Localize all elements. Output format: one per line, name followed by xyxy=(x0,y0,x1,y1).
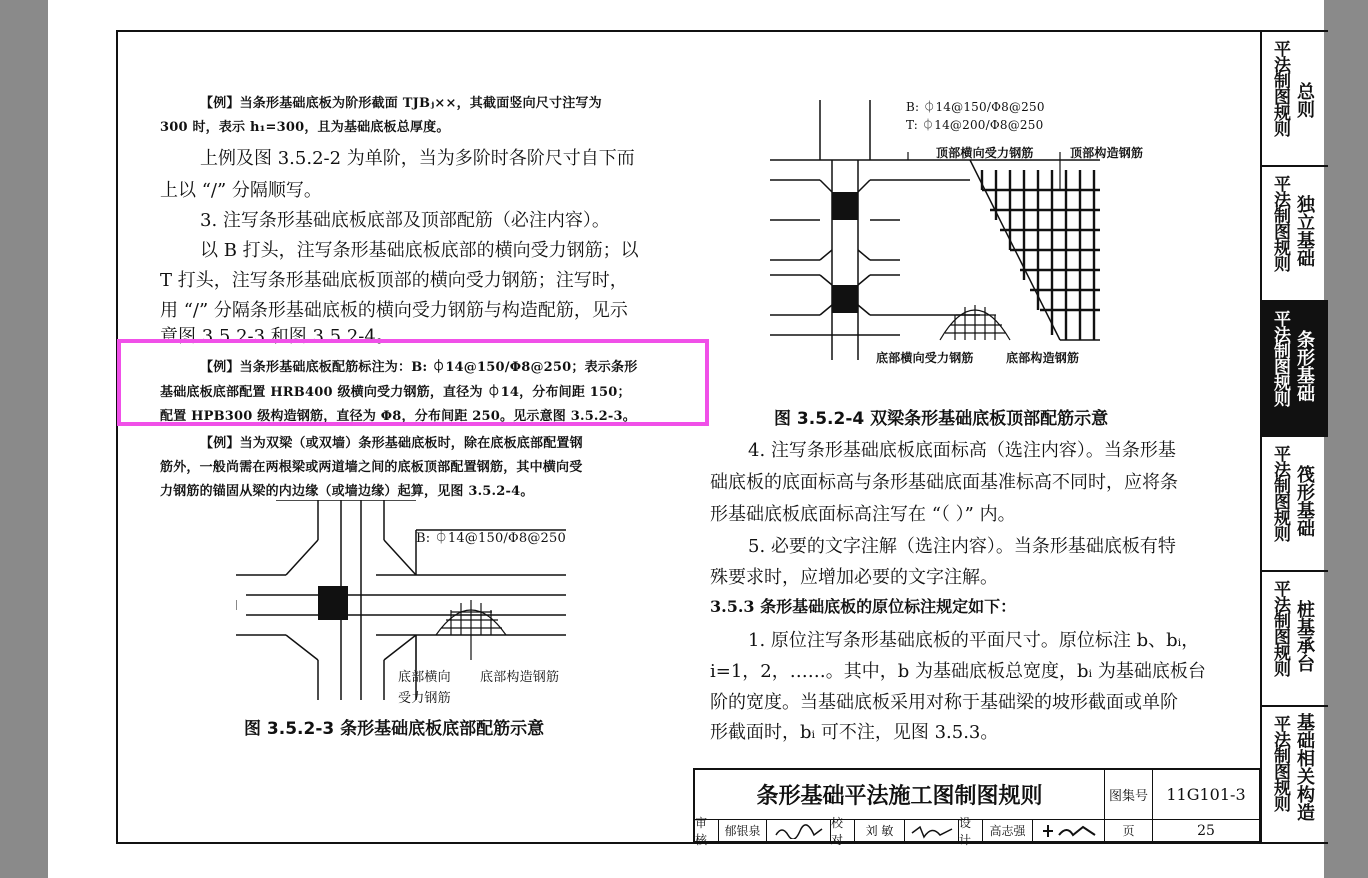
paragraph: 形截面时，bᵢ 可不注，见图 3.5.3。 xyxy=(710,722,999,743)
design-label: 设计 xyxy=(959,820,983,842)
rebar-label: B: ⏀14@150/Φ8@250 xyxy=(416,531,566,546)
rebar-label: 底部构造钢筋 xyxy=(1006,351,1080,365)
paragraph: i=1，2，……。其中，b 为基础底板总宽度，bᵢ 为基础底板台 xyxy=(710,661,1206,682)
rebar-label: 顶部构造钢筋 xyxy=(1070,146,1144,160)
example-text: 【例】当条形基础底板为阶形截面 TJBⱼ××，其截面竖向尺寸注写为 xyxy=(200,96,602,111)
check-label: 校对 xyxy=(831,820,855,842)
page-label: 页 xyxy=(1105,820,1153,842)
paragraph: T 打头，注写条形基础底板顶部的横向受力钢筋；注写时， xyxy=(160,270,628,291)
section-heading: 3.5.3 条形基础底板的原位标注规定如下： xyxy=(710,597,1017,616)
sidebar-tab-prefix: 平法制图规则 xyxy=(1270,715,1290,811)
paragraph: 意图 3.5.2-3 和图 3.5.2-4。 xyxy=(160,326,394,347)
rebar-label: 底部横向受力钢筋 xyxy=(876,351,974,365)
rebar-label: T: ⏀14@200/Φ8@250 xyxy=(906,118,1044,132)
atlas-number: 11G101-3 xyxy=(1153,770,1260,820)
example-text: 基础底板底部配置 HRB400 级横向受力钢筋，直径为 ⏀14，分布间距 150； xyxy=(160,385,631,400)
example-text: 筋外，一般尚需在两根梁或两道墙之间的底板顶部配置钢筋，其中横向受 xyxy=(160,460,583,475)
paragraph: 用 “/” 分隔条形基础底板的横向受力钢筋与构造配筋，见示 xyxy=(160,300,628,321)
sidebar-tab-related-structures[interactable] xyxy=(1260,705,1328,842)
sidebar-tab-label: 基础相关构造 xyxy=(1294,713,1315,821)
paragraph: 上例及图 3.5.2-2 为单阶，当为多阶时各阶尺寸自下而 xyxy=(200,148,635,169)
sidebar-tab-prefix: 平法制图规则 xyxy=(1270,445,1290,541)
sidebar-tab-label: 筏形基础 xyxy=(1294,465,1315,537)
example-text: 【例】当为双梁（或双墙）条形基础底板时，除在底板底部配置钢 xyxy=(200,436,583,451)
column-block xyxy=(832,285,858,313)
drawing-title: 条形基础平法施工图制图规则 xyxy=(695,770,1105,820)
sidebar-tab-prefix: 平法制图规则 xyxy=(1270,40,1290,136)
atlas-label: 图集号 xyxy=(1105,770,1153,820)
rebar-label: 底部构造钢筋 xyxy=(480,670,560,685)
paragraph: 形基础底板底面标高注写在 “（ ）” 内。 xyxy=(710,504,1016,525)
paragraph: 上以 “/” 分隔顺写。 xyxy=(160,180,322,201)
reviewer-name: 郁银泉 xyxy=(719,820,767,842)
rebar-label: B: ⏀14@150/Φ8@250 xyxy=(906,100,1045,114)
sidebar-tab-label: 条形基础 xyxy=(1294,330,1315,402)
sidebar-tab-general[interactable] xyxy=(1260,30,1328,166)
figure-caption: 图 3.5.2-3 条形基础底板底部配筋示意 xyxy=(244,719,545,739)
designer-signature xyxy=(1033,820,1105,842)
example-text: 300 时，表示 h₁=300，且为基础底板总厚度。 xyxy=(160,120,450,135)
sidebar-tab-label: 桩基承台 xyxy=(1294,600,1315,672)
sidebar-tab-prefix: 平法制图规则 xyxy=(1270,580,1290,676)
highlight-box xyxy=(117,339,709,426)
sidebar-tab-strip-foundation[interactable] xyxy=(1260,300,1328,436)
paragraph: 殊要求时，应增加必要的文字注解。 xyxy=(710,567,998,588)
checker-signature xyxy=(905,820,959,842)
example-text: 【例】当条形基础底板配筋标注为：B: ⏀14@150/Φ8@250；表示条形 xyxy=(200,360,638,375)
page-number: 25 xyxy=(1153,820,1260,842)
rebar-label: 顶部横向受力钢筋 xyxy=(936,146,1034,160)
sidebar-tab-prefix: 平法制图规则 xyxy=(1270,175,1290,271)
column-block xyxy=(318,586,348,620)
rebar-label: 底部横向 xyxy=(398,670,451,685)
title-block xyxy=(693,768,1262,847)
paragraph: 1. 原位注写条形基础底板的平面尺寸。原位标注 b、bᵢ， xyxy=(748,630,1200,651)
reviewer-signature xyxy=(767,820,831,842)
figure-3-5-2-4 xyxy=(760,100,1160,360)
paragraph: 以 B 打头，注写条形基础底板底部的横向受力钢筋；以 xyxy=(200,240,639,261)
sidebar-tab-prefix: 平法制图规则 xyxy=(1270,310,1290,406)
sidebar-tab-label: 独立基础 xyxy=(1294,195,1315,267)
paragraph: 3. 注写条形基础底板底部及顶部配筋（必注内容）。 xyxy=(200,210,610,231)
paragraph: 阶的宽度。当基础底板采用对称于基础梁的坡形截面或单阶 xyxy=(710,692,1178,713)
rebar-label: 受力钢筋 xyxy=(398,691,451,706)
designer-name: 高志强 xyxy=(983,820,1033,842)
figure-caption: 图 3.5.2-4 双梁条形基础底板顶部配筋示意 xyxy=(774,409,1109,429)
column-block xyxy=(832,192,858,220)
review-label: 审核 xyxy=(695,820,719,842)
example-text: 配置 HPB300 级构造钢筋，直径为 Φ8，分布间距 250。见示意图 3.5.2-3。 xyxy=(160,409,636,424)
sidebar-tab-isolated-foundation[interactable] xyxy=(1260,165,1328,301)
sidebar-tab-label: 总则 xyxy=(1294,82,1315,118)
paragraph: 5. 必要的文字注解（选注内容）。当条形基础底板有特 xyxy=(748,536,1176,557)
sidebar-tab-raft-foundation[interactable] xyxy=(1260,435,1328,571)
paragraph: 础底板的底面标高与条形基础底面基准标高不同时，应将条 xyxy=(710,472,1178,493)
paragraph: 4. 注写条形基础底板底面标高（选注内容）。当条形基 xyxy=(748,440,1176,461)
example-text: 力钢筋的锚固从梁的内边缘（或墙边缘）起算，见图 3.5.2-4。 xyxy=(160,484,534,499)
checker-name: 刘 敏 xyxy=(855,820,905,842)
sidebar-tab-pile-cap[interactable] xyxy=(1260,570,1328,706)
